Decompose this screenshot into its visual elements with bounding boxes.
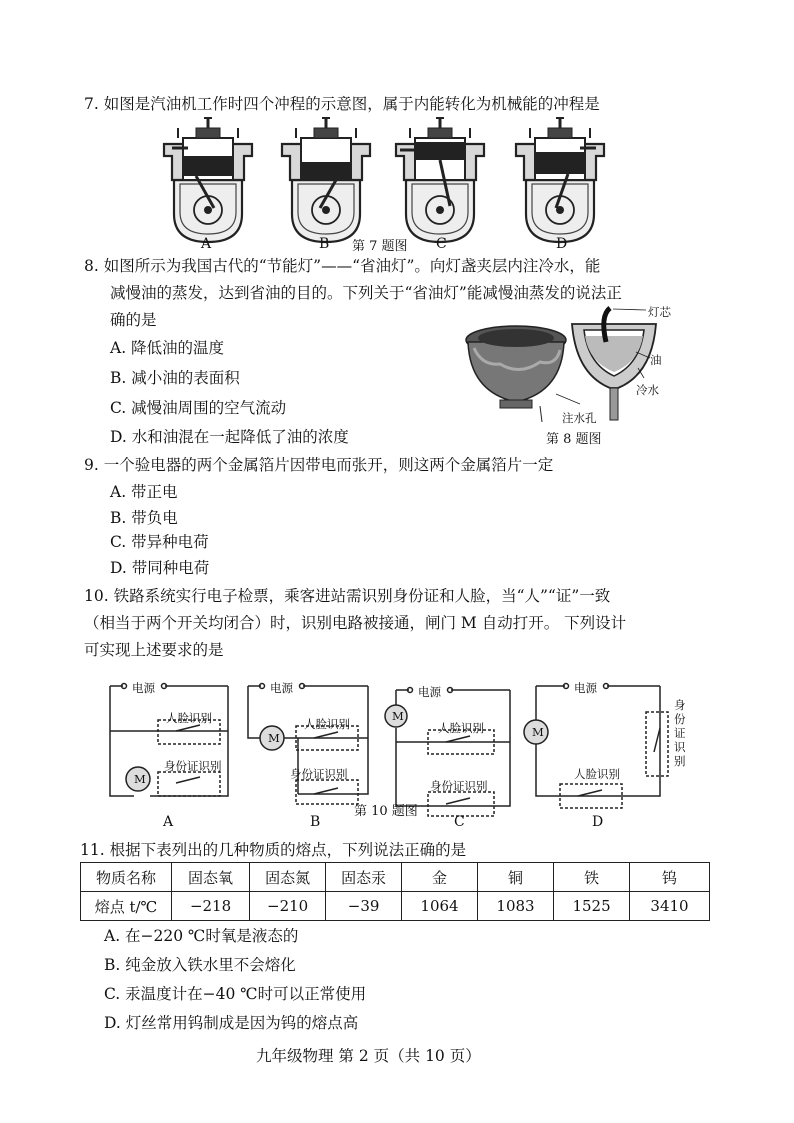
circuit-d-motor: M: [532, 725, 544, 739]
q11-option-c: C. 汞温度计在−40 ℃时可以正常使用: [104, 985, 367, 1003]
circuit-a-power: 电源: [132, 681, 155, 695]
circuit-b-power: 电源: [270, 681, 293, 695]
table-header-cell: 钨: [630, 863, 710, 892]
circuit-c: [385, 688, 510, 817]
table-header-cell: 固态汞: [326, 863, 402, 892]
circuit-a-face-label: 人脸识别: [166, 711, 212, 725]
circuit-c-motor: M: [392, 709, 404, 723]
q8-option-d: D. 水和油混在一起降低了油的浓度: [110, 428, 349, 446]
q8-stem-line2: 减慢油的蒸发，达到省油的目的。下列关于“省油灯”能减慢油蒸发的说法正: [110, 284, 622, 302]
q11-stem: 11. 根据下表列出的几种物质的熔点，下列说法正确的是: [80, 841, 467, 859]
circuit-d: [524, 684, 668, 809]
melting-point-table: [80, 862, 710, 921]
engine-b: [282, 118, 370, 242]
q8-label-water: 冷水: [636, 383, 659, 397]
circuit-a: [110, 684, 228, 797]
table-header-cell: 铁: [554, 863, 630, 892]
id-char-1: 身: [674, 698, 686, 712]
id-char-2: 份: [674, 712, 686, 726]
circuit-c-face-label: 人脸识别: [438, 721, 484, 735]
q7-stem: 7. 如图是汽油机工作时四个冲程的示意图，属于内能转化为机械能的冲程是: [84, 95, 600, 113]
table-cell: 1083: [478, 892, 554, 921]
table-header-cell: 固态氮: [250, 863, 326, 892]
circuit-b: [248, 684, 368, 805]
q9-option-c: C. 带异种电荷: [110, 533, 209, 551]
circuit-b-face-label: 人脸识别: [304, 717, 350, 731]
q8-label-wick: 灯芯: [648, 305, 671, 319]
q7-label-a: A: [201, 236, 212, 252]
table-header-cell: 固态氧: [172, 863, 250, 892]
q11-option-d: D. 灯丝常用钨制成是因为钨的熔点高: [104, 1014, 359, 1032]
circuit-b-motor: M: [268, 731, 280, 745]
q10-caption: 第 10 题图: [354, 804, 418, 819]
q10-label-a: A: [163, 814, 174, 830]
table-header-row: [81, 863, 710, 892]
circuit-d-face-label: 人脸识别: [574, 767, 620, 781]
table-header-cell: 金: [402, 863, 478, 892]
circuit-b-id-label: 身份证识别: [290, 767, 348, 781]
table-cell: 3410: [630, 892, 710, 921]
table-header-cell: 铜: [478, 863, 554, 892]
lamp-photo: [466, 326, 566, 422]
q11-option-b: B. 纯金放入铁水里不会熔化: [104, 956, 296, 974]
q8-option-b: B. 减小油的表面积: [110, 369, 240, 387]
circuit-a-motor: M: [134, 772, 146, 786]
circuit-c-id-label: 身份证识别: [430, 779, 488, 793]
engine-a: [164, 118, 252, 242]
table-cell: −39: [326, 892, 402, 921]
table-cell: 1064: [402, 892, 478, 921]
q7-caption: 第 7 题图: [352, 239, 408, 254]
page-footer: 九年级物理 第 2 页（共 10 页）: [256, 1047, 481, 1065]
q9-option-d: D. 带同种电荷: [110, 559, 210, 577]
q9-stem: 9. 一个验电器的两个金属箔片因带电而张开，则这两个金属箔片一定: [84, 456, 554, 474]
q8-stem-line3: 确的是: [110, 311, 157, 329]
q8-option-c: C. 减慢油周围的空气流动: [110, 399, 287, 417]
circuit-d-power: 电源: [574, 681, 597, 695]
table-header-cell: 物质名称: [81, 863, 172, 892]
q8-option-a: A. 降低油的温度: [110, 339, 225, 357]
q8-label-oil: 油: [650, 353, 662, 367]
q11-option-a: A. 在−220 ℃时氧是液态的: [104, 927, 299, 945]
q10-label-c: C: [454, 814, 465, 830]
table-cell: −210: [250, 892, 326, 921]
table-row: [81, 892, 710, 921]
q7-label-b: B: [319, 236, 330, 252]
q10-stem-line2: （相当于两个开关均闭合）时，识别电路被接通，闸门 M 自动打开。 下列设计: [84, 614, 627, 632]
q8-label-hole: 注水孔: [562, 411, 597, 425]
id-char-5: 别: [674, 754, 686, 768]
q10-stem-line3: 可实现上述要求的是: [84, 641, 224, 659]
q10-stem-line1: 10. 铁路系统实行电子检票，乘客进站需识别身份证和人脸，当“人”“证”一致: [84, 587, 611, 605]
engine-c: [396, 118, 484, 242]
q10-label-d: D: [592, 814, 604, 830]
q10-label-b: B: [310, 814, 321, 830]
q9-option-b: B. 带负电: [110, 509, 178, 527]
q8-caption: 第 8 题图: [546, 432, 602, 447]
table-cell: −218: [172, 892, 250, 921]
q9-option-a: A. 带正电: [110, 483, 178, 501]
circuit-a-id-label: 身份证识别: [164, 759, 222, 773]
table-cell: 熔点 t/℃: [81, 892, 172, 921]
q7-engine-figures: [0, 118, 794, 278]
q8-stem-line1: 8. 如图所示为我国古代的“节能灯”——“省油灯”。向灯盏夹层内注冷水，能: [84, 257, 601, 275]
q7-label-c: C: [436, 236, 447, 252]
lamp-cross-section: [556, 308, 656, 420]
id-char-3: 证: [674, 726, 686, 740]
table-cell: 1525: [554, 892, 630, 921]
q7-label-d: D: [556, 236, 568, 252]
circuit-d-id-label-vertical: [674, 698, 686, 768]
id-char-4: 识: [674, 740, 686, 754]
engine-d: [516, 118, 604, 242]
circuit-c-power: 电源: [418, 685, 441, 699]
